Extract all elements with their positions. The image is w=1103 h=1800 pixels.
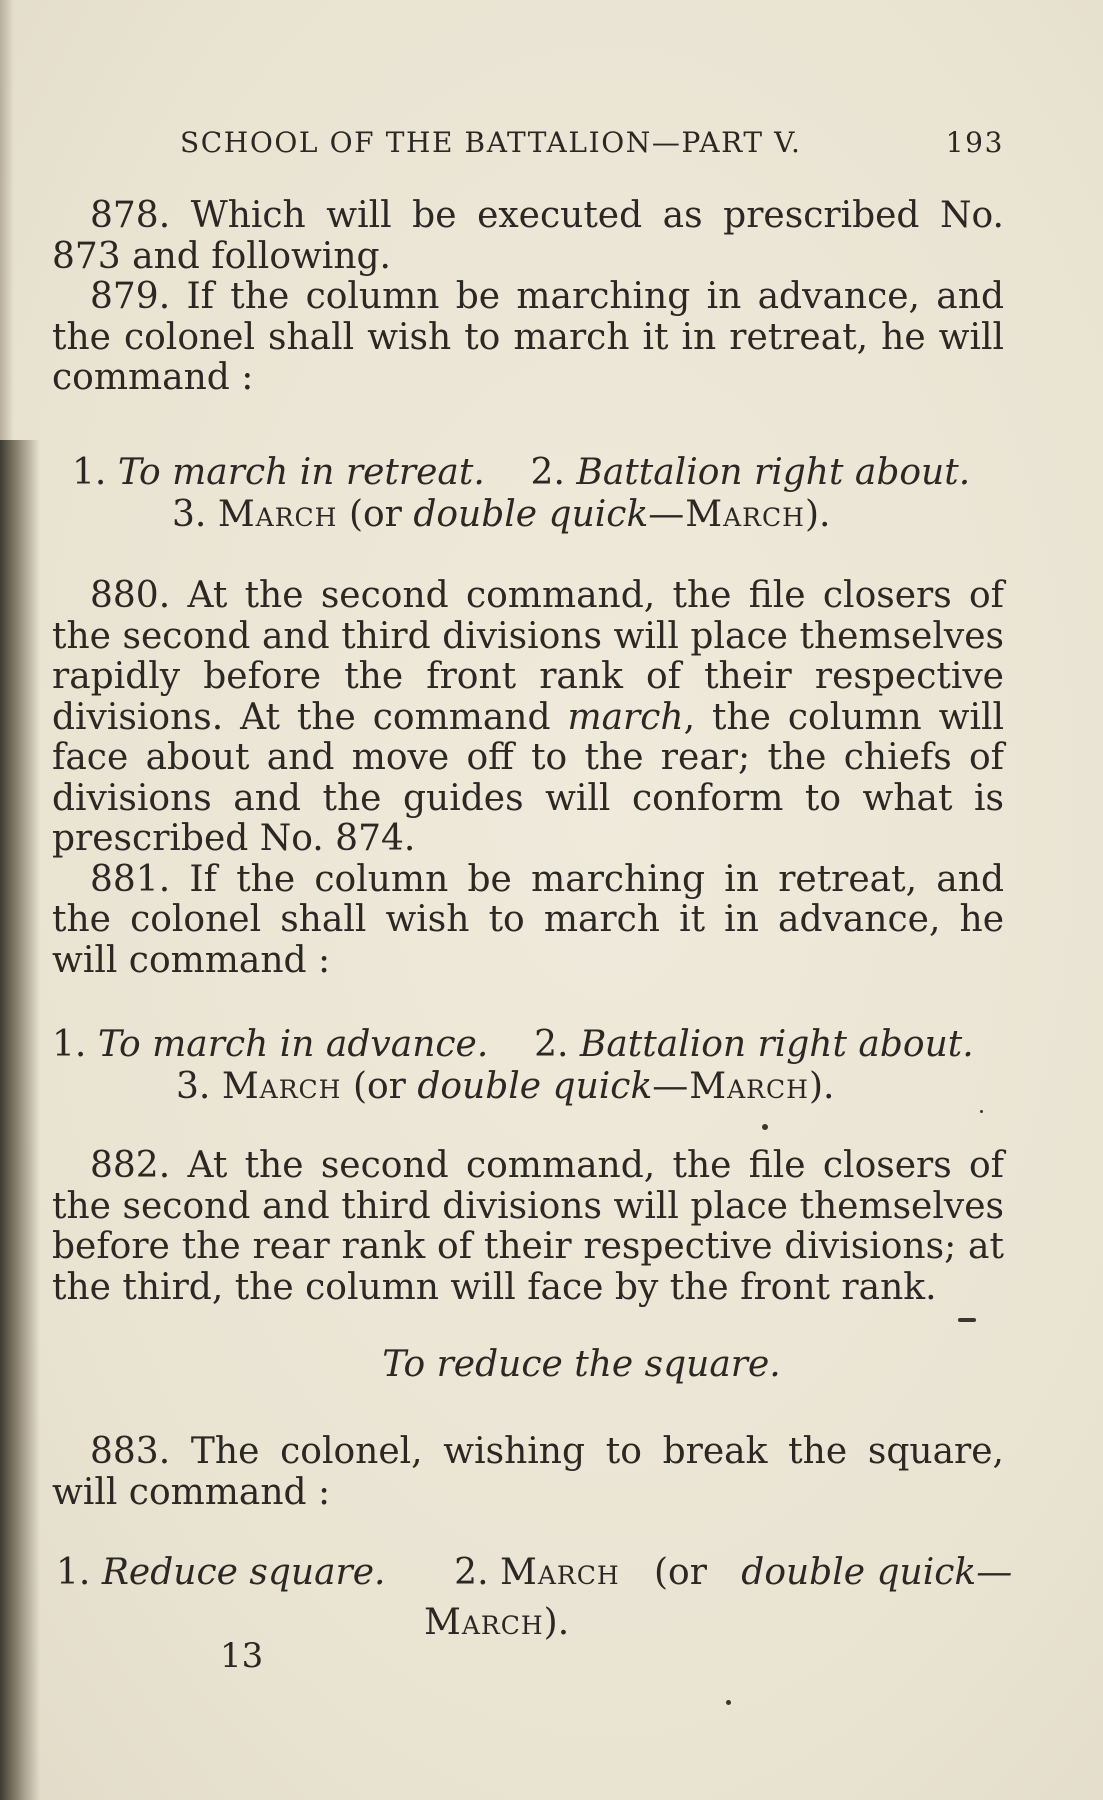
- command-battalion-right-about: Battalion right about.: [576, 452, 971, 493]
- command-line-retreat-1: [72, 452, 970, 494]
- command-or: (or: [352, 1066, 406, 1107]
- ink-speck: [958, 1318, 976, 1322]
- signature-mark: 13: [220, 1636, 264, 1676]
- command-march-alt: —March: [648, 494, 805, 535]
- command-number: 2.: [454, 1552, 489, 1593]
- command-double-quick: double quick: [413, 494, 649, 535]
- command-march: March: [221, 1066, 342, 1107]
- command-number: 3.: [172, 494, 207, 535]
- command-march: March: [217, 494, 338, 535]
- command-march: March: [499, 1552, 620, 1593]
- running-title: SCHOOL OF THE BATTALION—PART V.: [180, 126, 802, 159]
- paragraph-879: 879. If the column be marching in advance, and the colonel shall wish to march it in retreat, he will command :: [52, 276, 1004, 398]
- paragraph-883: 883. The colonel, wishing to break the square, will command :: [52, 1431, 1004, 1513]
- command-line-reduce-1: [56, 1552, 1012, 1594]
- running-header: [180, 126, 1004, 159]
- command-number: 1.: [52, 1024, 87, 1065]
- command-to-march-in-advance: To march in advance.: [97, 1024, 489, 1065]
- command-close: ).: [808, 1066, 835, 1107]
- command-number: 1.: [72, 452, 107, 493]
- command-number: 3.: [176, 1066, 211, 1107]
- ink-speck: [980, 1110, 983, 1113]
- command-or: (or: [348, 494, 402, 535]
- command-number: 2.: [534, 1024, 569, 1065]
- command-double-quick: double quick—: [741, 1552, 1013, 1593]
- page-number: 193: [945, 126, 1004, 159]
- page-gutter-shadow-top: [0, 0, 14, 440]
- command-line-advance-2: [176, 1066, 834, 1108]
- text-block-878-879: [52, 196, 1004, 399]
- text-block-882: [52, 1146, 1004, 1308]
- command-line-reduce-2: [424, 1602, 569, 1644]
- command-number: 2.: [530, 452, 565, 493]
- text-block-883: [52, 1432, 1004, 1513]
- command-battalion-right-about: Battalion right about.: [579, 1024, 974, 1065]
- command-or: (or: [654, 1552, 707, 1593]
- paragraph-882: 882. At the second command, the file closers of the second and third divisions will place themselves before the rear rank of their respective divisions; at the third, the column will face by the front rank.: [52, 1145, 1004, 1308]
- paragraph-880: 880. At the second command, the file closers of the second and third divisions will place themselves rapidly before the front rank of their respective divisions. At the command march, the column will face about and move off to the rear; the chiefs of divisions and the guides will conform to what is prescribed No. 874.: [52, 575, 1004, 859]
- section-title: To reduce the square.: [382, 1344, 781, 1385]
- command-to-march-in-retreat: To march in retreat.: [117, 452, 485, 493]
- command-number: 1.: [56, 1552, 91, 1593]
- ink-speck: [726, 1700, 731, 1705]
- paragraph-878: 878. Which will be executed as prescribed No. 873 and following.: [52, 195, 1004, 277]
- command-march-alt: —March: [652, 1066, 809, 1107]
- command-double-quick: double quick: [417, 1066, 653, 1107]
- command-reduce-square: Reduce square.: [101, 1552, 386, 1593]
- command-march-alt: March: [424, 1602, 544, 1643]
- emphasis-march: march: [567, 696, 684, 738]
- command-close: ).: [804, 494, 831, 535]
- paragraph-881: 881. If the column be marching in retreat, and the colonel shall wish to march it in advance, he will command :: [52, 858, 1004, 981]
- text-block-880-881: [52, 576, 1004, 981]
- ink-speck: [762, 1124, 768, 1130]
- command-line-advance-1: [52, 1024, 974, 1066]
- command-close: ).: [543, 1602, 570, 1643]
- page-gutter-shadow: [0, 440, 40, 1800]
- command-line-retreat-2: [172, 494, 830, 536]
